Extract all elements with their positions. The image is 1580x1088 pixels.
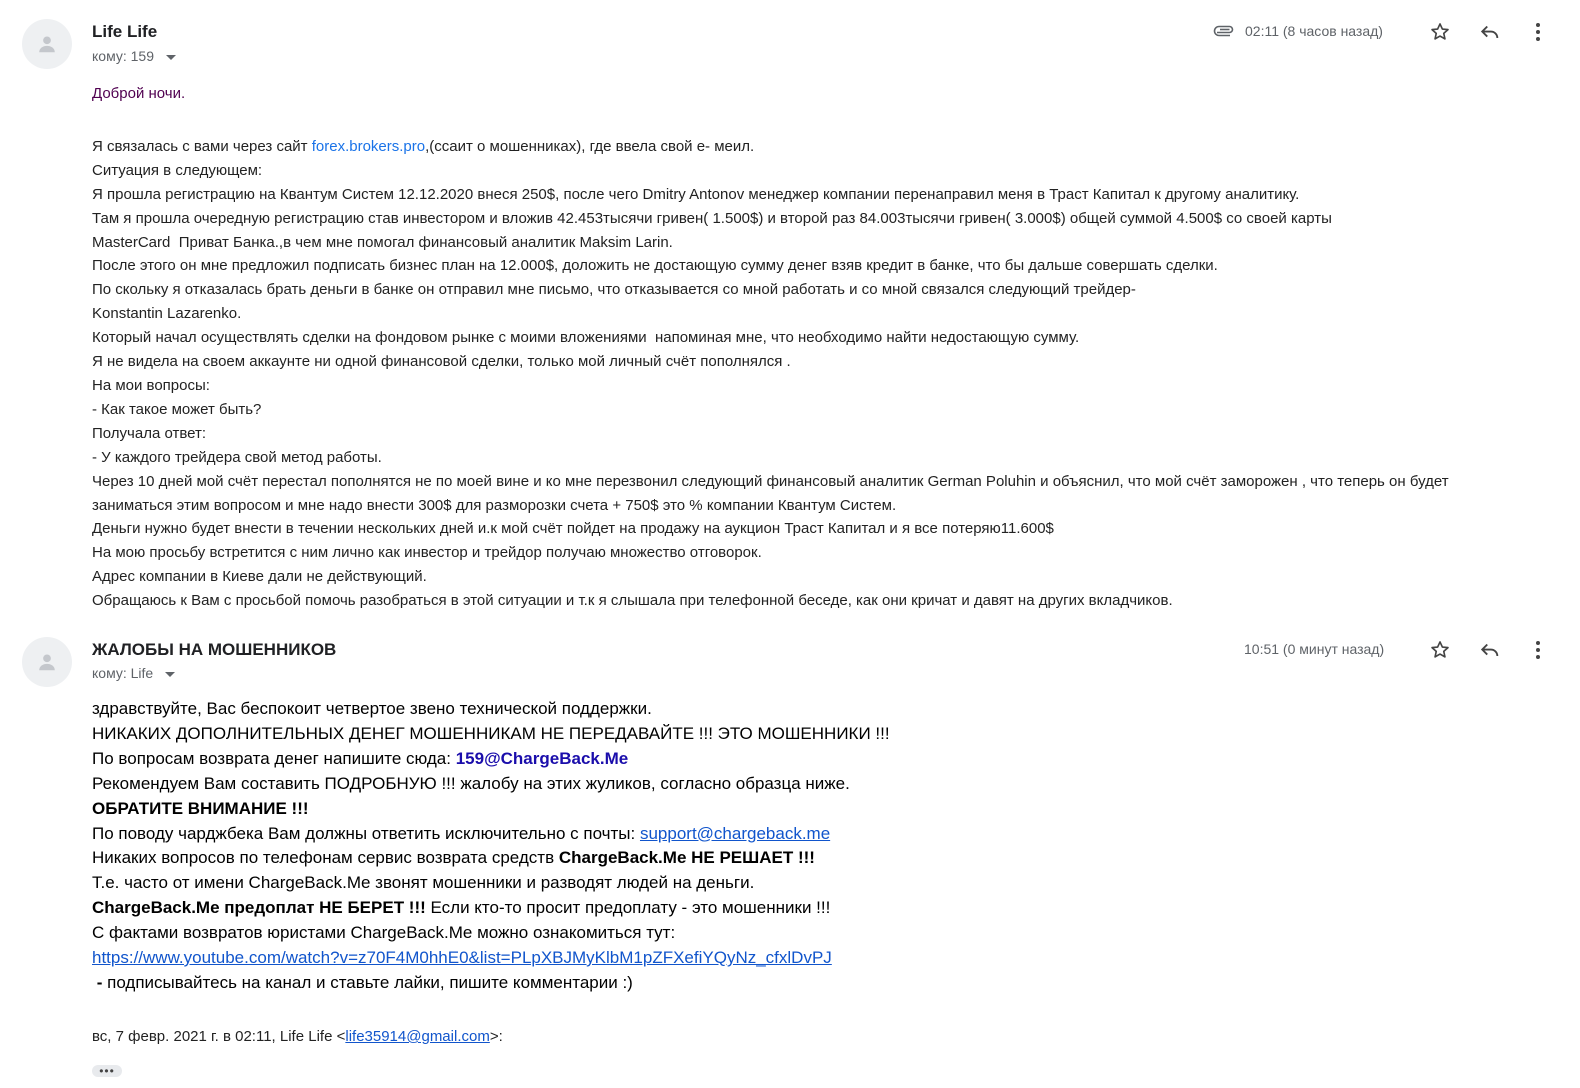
- sender-avatar[interactable]: [22, 637, 72, 687]
- body-line: Там я прошла очередную регистрацию став инвестором и вложив 42.453тысячи гривен( 1.500$) и второй раз 84.003тысячи гривен( 3.000$) общей суммой 4.500$ со своей карты: [92, 209, 1332, 227]
- body-line: MasterCard Приват Банка.,в чем мне помогал финансовый аналитик Maksim Larin.: [92, 233, 673, 251]
- body-line: На мои вопросы:: [92, 376, 210, 394]
- body-line: После этого он мне предложил подписать бизнес план на 12.000$, доложить не достающую сумму денег взяв кредит в банке, что бы дальше совершать сделки.: [92, 257, 1218, 275]
- support-email-link[interactable]: support@chargeback.me: [639, 823, 831, 843]
- body-line: - подписывайтесь на канал и ставьте лайки, пишите комментарии :): [92, 972, 633, 992]
- chevron-down-icon: [165, 672, 175, 677]
- attention-heading: ОБРАТИТЕ ВНИМАНИЕ !!!: [92, 798, 309, 818]
- intro-line: Я связалась с вами через сайт forex.brokers.pro,(ссаит о мошенниках), где ввела свой е- меил.: [92, 137, 755, 155]
- more-vert-icon[interactable]: [1523, 635, 1553, 665]
- greeting: Доброй ночи.: [92, 85, 186, 102]
- body-line: На мою просьбу встретится с ним лично как инвестор и трейдор получаю множество отговорок.: [92, 544, 762, 562]
- chevron-down-icon: [166, 55, 176, 60]
- sender-name[interactable]: ЖАЛОБЫ НА МОШЕННИКОВ: [92, 640, 337, 659]
- body-line: - У каждого трейдера свой метод работы.: [92, 448, 382, 466]
- reply-icon[interactable]: [1475, 17, 1505, 47]
- body-line: С фактами возвратов юристами ChargeBack.Me можно ознакомиться тут:: [92, 923, 676, 943]
- reply-icon[interactable]: [1475, 635, 1505, 665]
- message-time[interactable]: 10:51 (0 минут назад): [1244, 641, 1385, 657]
- attachment-icon: [1210, 17, 1240, 47]
- body-line: Я прошла регистрацию на Квантум Систем 12.12.2020 внеся 250$, после чего Dmitry Antonov менеджер компании перенаправил меня в Траст Капитал к другому аналитику.: [92, 185, 1300, 203]
- youtube-link[interactable]: https://www.youtube.com/watch?v=z70F4M0hhE0&list=PLpXBJMyKlbM1pZFXefiYQyNz_cfxlDvPJ: [92, 948, 832, 968]
- sender-name[interactable]: Life Life: [92, 22, 158, 41]
- body-line: [92, 946, 1292, 971]
- star-icon[interactable]: [1425, 17, 1455, 47]
- body-line: Konstantin Lazarenko.: [92, 305, 242, 323]
- body-line: Который начал осуществлять сделки на фондовом рынке с моими вложениями напоминая мне, что необходимо найти недостающую сумму.: [92, 329, 1080, 347]
- message-body: [92, 82, 1562, 613]
- body-line: Получала ответ:: [92, 424, 207, 442]
- body-line: Рекомендуем Вам составить ПОДРОБНУЮ !!! жалобу на этих жуликов, согласно образца ниже.: [92, 773, 850, 793]
- body-line: Я не видела на своем аккаунте ни одной финансовой сделки, только мой личный счёт пополнялся .: [92, 353, 791, 371]
- sender-avatar[interactable]: [22, 19, 72, 69]
- star-icon[interactable]: [1425, 635, 1455, 665]
- recipient-toggle[interactable]: [92, 665, 175, 681]
- quoted-email-link[interactable]: life35914@gmail.com: [345, 1028, 490, 1045]
- recipient-label: кому: 159: [92, 48, 154, 64]
- body-line: По вопросам возврата денег напишите сюда: 159@ChargeBack.Me: [92, 748, 629, 768]
- body-line: НИКАКИХ ДОПОЛНИТЕЛЬНЫХ ДЕНЕГ МОШЕННИКАМ НЕ ПЕРЕДАВАЙТЕ !!! ЭТО МОШЕННИКИ !!!: [92, 723, 890, 743]
- body-line: Адрес компании в Киеве дали не действующий.: [92, 568, 427, 586]
- forex-brokers-link[interactable]: forex.brokers.pro: [311, 137, 426, 155]
- chargeback-email[interactable]: 159@ChargeBack.Me: [455, 748, 629, 768]
- recipient-label: кому: Life: [92, 665, 154, 681]
- body-line: По скольку я отказалась брать деньги в банке он отправил мне письмо, что отказывается со мной работать и со мной связался следующий трейдер-: [92, 281, 1136, 299]
- body-line: Обращаюсь к Вам с просьбой помочь разобраться в этой ситуации и т.к я слышала при телефонной беседе, как они кричат и давят на других вкладчиков.: [92, 592, 1173, 610]
- body-line: ChargeBack.Me предоплат НЕ БЕРЕТ !!! Если кто-то просит предоплату - это мошенники !!!: [92, 898, 831, 918]
- show-trimmed-content-button[interactable]: •••: [92, 1065, 122, 1077]
- message-body: [92, 697, 1292, 996]
- body-line: По поводу чарджбека Вам должны ответить исключительно с почты: support@chargeback.me: [92, 823, 831, 843]
- body-line: Ситуация в следующем:: [92, 161, 263, 179]
- body-line: Т.е. часто от имени ChargeBack.Me звонят мошенники и разводят людей на деньги.: [92, 873, 755, 893]
- message-time[interactable]: 02:11 (8 часов назад): [1245, 23, 1383, 39]
- person-icon: [36, 651, 58, 673]
- more-vert-icon[interactable]: [1523, 17, 1553, 47]
- person-icon: [36, 33, 58, 55]
- body-line: Никаких вопросов по телефонам сервис возврата средств ChargeBack.Me НЕ РЕШАЕТ !!!: [92, 848, 815, 868]
- body-line: заниматься этим вопросом и мне надо внести 300$ для разморозки счета + 750$ это % компании Квантум Систем.: [92, 496, 897, 514]
- body-line: Деньги нужно будет внести в течении нескольких дней и.к мой счёт пойдет на продажу на аукцион Траст Капитал и я все потеряю11.600$: [92, 520, 1054, 538]
- recipient-toggle[interactable]: [92, 48, 176, 64]
- quote-header: вс, 7 февр. 2021 г. в 02:11, Life Life <life35914@gmail.com>:: [92, 1028, 503, 1045]
- body-line: здравствуйте, Вас беспокоит четвертое звено технической поддержки.: [92, 699, 652, 718]
- body-line: Через 10 дней мой счёт перестал пополнятся не по моей вине и ко мне перезвонил следующий финансовый аналитик German Poluhin и объяснил, что мой счёт заморожен , что теперь он будет: [92, 472, 1449, 490]
- body-line: - Как такое может быть?: [92, 400, 262, 418]
